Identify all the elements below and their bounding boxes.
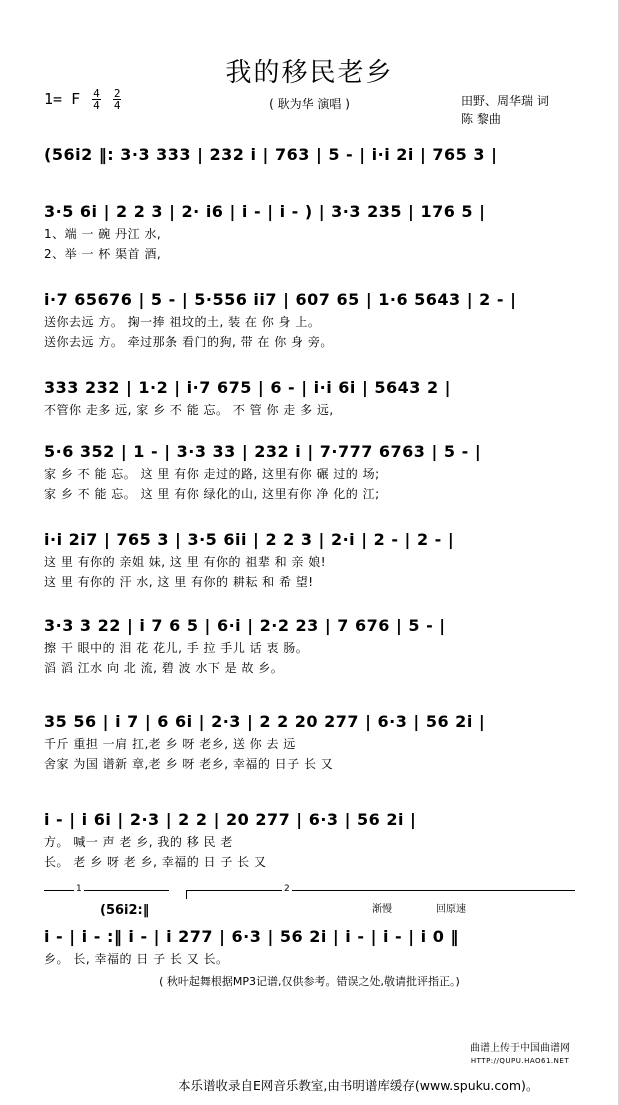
lyric-line: 乡。 长, 幸福的 日 子 长 又 长。 — [44, 952, 229, 966]
site-stamp — [470, 1043, 570, 1067]
lyric-line: 滔 滔 江水 向 北 流, 碧 波 水下 是 故 乡。 — [44, 661, 284, 675]
author-credits — [461, 92, 549, 128]
notation-line: 3·5 6i | 2 2 3 | 2· i6 | i - | i - ) | 3·3 235 | 176 5 | — [44, 202, 486, 221]
second-ending-bracket — [186, 884, 575, 899]
key-signature — [44, 88, 121, 111]
transcriber-note: ( 秋叶起舞根据MP3记谱,仅供参考。错误之处,敬请批评指正。) — [159, 975, 460, 988]
lyric-line: 千斤 重担 一肩 扛,老 乡 呀 老乡, 送 你 去 远 — [44, 737, 296, 751]
lyric-line: 1、端 一 碗 丹江 水, — [44, 227, 162, 241]
score-system — [44, 376, 576, 420]
singer-credit: ( 耿为华 演唱 ) — [269, 97, 350, 111]
score-system — [44, 143, 576, 167]
first-ending-label: 1 — [76, 884, 82, 894]
lyric-line: 长。 老 乡 呀 老 乡, 幸福的 日 子 长 又 — [44, 855, 267, 869]
score-system — [44, 288, 576, 352]
stamp-line-2: HTTP://QUPU.HAO61.NET — [470, 1057, 570, 1065]
score-system — [44, 614, 576, 678]
key-label: 1= F — [44, 90, 81, 108]
meter-denominator: 4 — [113, 99, 121, 112]
lyric-line: 擦 干 眼中的 泪 花 花儿, 手 拉 手儿 话 衷 肠。 — [44, 641, 309, 655]
score-system — [44, 440, 576, 504]
score-system — [44, 200, 576, 264]
lyric-line: 家 乡 不 能 忘。 这 里 有你 走过的路, 这里有你 碾 过的 场; — [44, 467, 380, 481]
lyric-line: 不管你 走多 远, 家 乡 不 能 忘。 不 管 你 走 多 远, — [44, 403, 334, 417]
tempo-original: 回原速 — [436, 904, 466, 915]
score-system — [44, 808, 576, 872]
composer-credit: 陈 黎曲 — [461, 112, 501, 126]
time-signature-1 — [92, 88, 101, 111]
tempo-slower: 渐慢 — [372, 904, 392, 915]
time-signature-2 — [113, 88, 122, 111]
notation-line: 5·6 352 | 1 - | 3·3 33 | 232 i | 7·777 6763 | 5 - | — [44, 442, 482, 461]
meter-denominator: 4 — [93, 99, 100, 112]
score-system — [44, 528, 576, 592]
notation-line: i - | i - :‖ i - | i 277 | 6·3 | 56 2i | i - | i - | i 0 ‖ — [44, 927, 459, 946]
page-footer: 本乐谱收录自E网音乐教室,由书明谱库缓存(www.spuku.com)。 — [178, 1078, 539, 1093]
notation-line: i·7 65676 | 5 - | 5·556 ii7 | 607 65 | 1·6 5643 | 2 - | — [44, 290, 517, 309]
lyric-line: 2、举 一 杯 渠首 酒, — [44, 247, 162, 261]
lyric-line: 送你去远 方。 掬一捧 祖坟的土, 装 在 你 身 上。 — [44, 315, 321, 329]
meter-numerator: 4 — [93, 87, 100, 100]
notation-line: i·i 2i7 | 765 3 | 3·5 6ii | 2 2 3 | 2·i | 2 - | 2 - | — [44, 530, 455, 549]
repeat-intro: (56i2:‖ — [100, 903, 150, 918]
notation-line: 333 232 | 1·2 | i·7 675 | 6 - | i·i 6i | 5643 2 | — [44, 378, 452, 397]
lyric-line: 舍家 为国 谱新 章,老 乡 呀 老乡, 幸福的 日子 长 又 — [44, 757, 334, 771]
second-ending-label: 2 — [284, 884, 290, 894]
notation-line: 3·3 3 22 | i 7 6 5 | 6·i | 2·2 23 | 7 676 | 5 - | — [44, 616, 446, 635]
volta-brackets — [44, 885, 574, 897]
meter-numerator: 2 — [113, 87, 121, 100]
song-title: 我的移民老乡 — [225, 58, 394, 88]
stamp-line-1: 曲谱上传于中国曲谱网 — [470, 1043, 570, 1054]
notation-line: i - | i 6i | 2·3 | 2 2 | 20 277 | 6·3 | 56 2i | — [44, 810, 417, 829]
notation-line: 35 56 | i 7 | 6 6i | 2·3 | 2 2 20 277 | 6·3 | 56 2i | — [44, 712, 486, 731]
lyric-line: 方。 喊一 声 老 乡, 我的 移 民 老 — [44, 835, 233, 849]
score-system — [44, 925, 576, 969]
lyric-line: 家 乡 不 能 忘。 这 里 有你 绿化的山, 这里有你 净 化的 江; — [44, 487, 380, 501]
score-system — [44, 710, 576, 774]
lyric-line: 这 里 有你的 亲姐 妹, 这 里 有你的 祖辈 和 亲 娘! — [44, 555, 327, 569]
lyricist-credit: 田野、周华瑞 词 — [461, 94, 549, 108]
lyric-line: 这 里 有你的 汗 水, 这 里 有你的 耕耘 和 希 望! — [44, 575, 314, 589]
lyric-line: 送你去远 方。 牵过那条 看门的狗, 带 在 你 身 旁。 — [44, 335, 333, 349]
first-ending-bracket — [44, 884, 169, 894]
notation-line: (56i2 ‖: 3·3 333 | 232 i | 763 | 5 - | i·i 2i | 765 3 | — [44, 145, 498, 164]
